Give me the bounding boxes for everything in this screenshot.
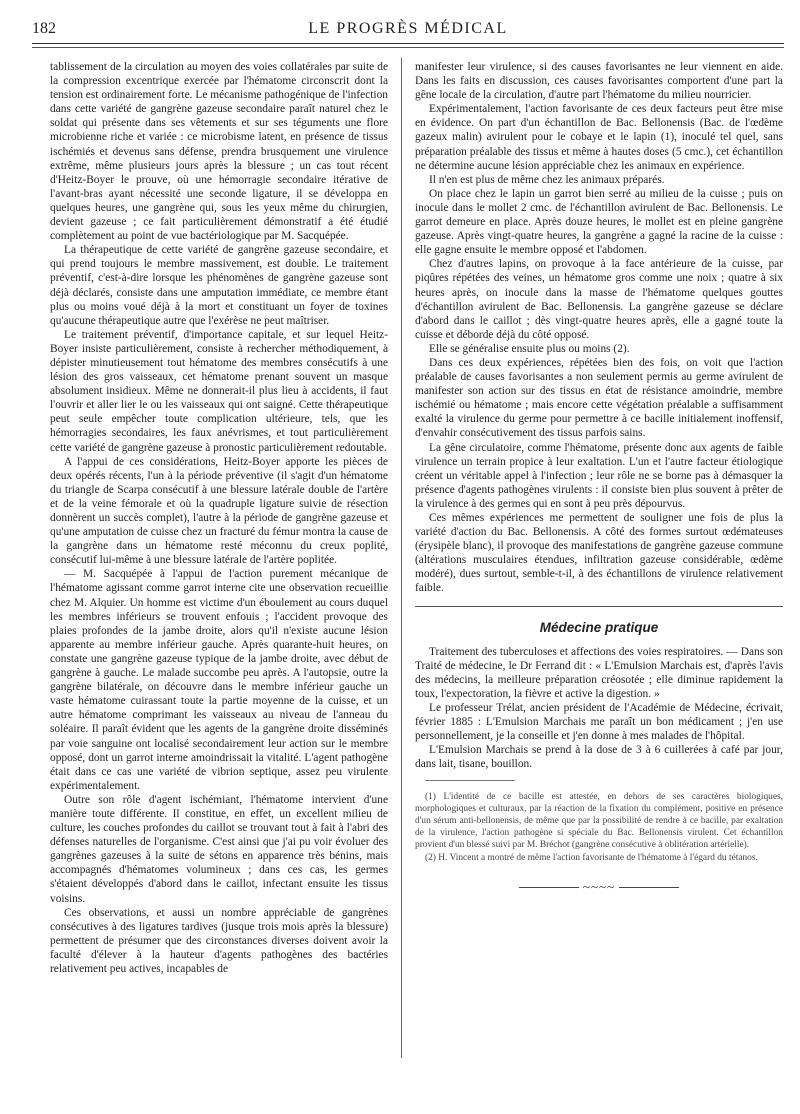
footnote: (2) H. Vincent a montré de même l'action favorisante de l'hématome à l'égard du tétanos. [425,852,758,863]
section-paragraph: Traitement des tuberculoses et affections des voies respiratoires. — Dans son Traité de médecine, le Dr Ferrand dit : « L'Emulsion Marchais est, d'après l'avis des médecins, la meilleure préparation créosotée ; elle diminue rapidement la toux, l'expectoration, la fièvre et active la digestion. » [415,645,783,700]
section-paragraph: L'Emulsion Marchais se prend à la dose de 3 à 6 cuillerées à café par jour, dans lait, tisane, bouillon. [415,744,783,771]
paragraph: — M. Sacquépée à l'appui de l'action purement mécanique de l'hématome agissant comme garrot interne cite une observation recueillie chez M. Alquier. Un homme est victime d'un éboulement au cours duquel les membres inférieurs se trouvent enfouis ; l'accident provoque des plaies profondes de la jambe droite, alors qu'il n'existe aucune lésion apparente au membre inférieur gauche. Après quarante-huit heures, on constate une gangrène gazeuse typique de la jambe droite, avec début de gangrène à gauche. Le malade succombe peu après. A l'autopsie, outre la gangrène bilatérale, on découvre dans le membre inférieur gauche un vaste hématome cuirassant toute la partie moyenne de la cuisse, et un autre hématome comprimant les vaisseaux au niveau de l'anneau du soléaire. Il paraît évident que les agents de la gangrène droite disséminés par voie sanguine ont localisé secondairement leur action sur le membre opposé, dont un garrot interne amoindrissait la vitalité. L'agent pathogène était dans ce cas une variété de vibrion septique, assez peu virulente expérimentalement. [50,568,388,792]
paragraph: Dans ces deux expériences, répétées bien des fois, on voit que l'action préalable de causes favorisantes a non seulement permis au germe avirulent de manifester son action sur des tissus en état de résistance amoindrie, membre ischémié ou hématome ; mais encore cette végétation préalable a suffisamment exalté la virulence du germe pour permettre à ce bacille initialement inoffensif, d'envahir consécutivement des tissus parfois sains. [415,356,783,440]
header-rule-thin [32,47,784,48]
page-number: 182 [32,20,56,37]
paragraph: La gêne circulatoire, comme l'hématome, présente donc aux agents de faible virulence un terrain propice à leur exaltation. L'un et l'autre facteur étiologique créent un véritable appel à l'infection ; leur rôle ne se borne pas à démasquer la présence d'agents pathogènes virulents : il consiste bien plus souvent à prêter de la virulence à des germes qui en sont à peu près dépourvus. [415,441,783,510]
paragraph: On place chez le lapin un garrot bien serré au milieu de la cuisse ; puis on inocule dans le mollet 2 cmc. de l'échantillon avirulent de Bac. Bellonensis. Le garrot demeure en place. Après douze heures, le mollet est en pleine gangrène gazeuse. Après vingt-quatre heures, la gangrène a gagné la racine de la cuisse : elle gagne ensuite le membre opposé et l'abdomen. [415,187,783,257]
paragraph: Chez d'autres lapins, on provoque à la face antérieure de la cuisse, par piqûres répétées des veines, un hématome gros comme une noix ; quatre à six heures après, on inocule dans la masse de l'hématome quelques gouttes d'échantillon avirulent de Bac. Bellonensis. La gangrène gazeuse se déclare d'abord dans le caillot ; dès vingt-quatre heures après, elle a gagné toute la cuisse et déborde déjà du côté opposé. [415,258,783,341]
end-ornament-glyph: ~~~~ [582,878,616,894]
column-divider [401,58,402,1058]
section-rule [415,606,783,607]
paragraph: tablissement de la circulation au moyen des voies collatérales par suite de la compression excentrique exercée par l'hématome circonscrit dont la tension est ordinairement forte. Le mécanisme pathogénique de l'infection dans cette variété de gangrène gazeuse secondaire paraît naturel chez le soldat qui présente dans ses vêtements et sur ses téguments une flore microbienne riche et variée : ce microbisme latent, en présence de tissus ischémiés et devenus sans défense, prendra brusquement une virulence extrême, même plusieurs jours après la blessure ; un cas tout récent d'Heitz-Boyer le prouve, où une hémorragie secondaire itérative de l'avant-bras ayant nécessité une seconde ligature, il se développa en quelques heures, une gangrène qui, sous les yeux même du chirurgien, devient gazeuse ; ce fait particulièrement démonstratif a été étudié complètement au point de vue bactériologique par M. Sacquépée. [50,61,388,243]
footnotes [415,791,783,864]
left-column [50,60,388,976]
right-column [415,60,783,894]
paragraph: Expérimentalement, l'action favorisante de ces deux facteurs peut être mise en évidence. On part d'un échantillon de Bac. Bellonensis (Bac. de l'œdème gazeux malin) avirulent pour le cobaye et le lapin (1), inoculé tel quel, sans préparation préalable des tissus et même à hautes doses (5 cmc.), cet échantillon ne détermine aucune lésion appréciable chez les animaux en expérience. [415,103,783,172]
end-ornament [415,880,783,894]
paragraph: Outre son rôle d'agent ischémiant, l'hématome intervient d'une manière toute différente. Il constitue, en effet, un excellent milieu de culture, les couches profondes du caillot se trouvant tout à fait à l'abri des défenses naturelles de l'organisme. C'est ainsi que j'ai pu voir évoluer des gangrènes gazeuses à la suite de sétons en apparence très bénins, mais accompagnés d'hématomes volumineux ; dans ces cas, les germes s'étaient développés d'abord dans le caillot, infectant ensuite les tissus voisins. [50,793,388,905]
paragraph: manifester leur virulence, si des causes favorisantes ne leur viennent en aide. Dans les faits en discussion, ces causes favorisantes comportent d'une part la gêne locale de la circulation, d'autre part l'hématome du milieu nourricier. [415,61,783,102]
section-heading: Médecine pratique [539,619,659,635]
paragraph: Le traitement préventif, d'importance capitale, et sur lequel Heitz-Boyer insiste particulièrement, consiste à rechercher méthodiquement, à dépister minutieusement tout hématome des membres consécutifs à une lésion des gros vaisseaux, cet hématome prenant souvent un masque absolument insidieux. Même ne donnerait-il plus lieu à accidents, il faut l'ouvrir et aller lier le ou les vaisseaux qui ont saigné. Cette thérapeutique peut seule empêcher toute complication ultérieure, tels, que les hémorragies secondaires, les faux anévrismes, et tout particulièrement cette variété de gangrène gazeuse à pronostic particulièrement redoutable. [50,328,388,454]
footnote-rule [425,780,515,781]
paragraph: A l'appui de ces considérations, Heitz-Boyer apporte les pièces de deux opérés récents, l'un à la période préventive (il s'agit d'un hématome du triangle de Scarpa consécutif à une blessure latérale double de l'artère et de la veine fémorale et où la quadruple ligature suivie de résection donnèrent un succès complet), l'autre à la période de gangrène gazeuse et qu'une amputation de cuisse chez un fracturé du fémur montra la cause de la gangrène dans un hématome resté méconnu du creux poplité, consécutif lui-même à une blessure latérale de l'artère poplitée. [50,455,388,567]
paragraph: Ces mêmes expériences me permettent de souligner une fois de plus la variété d'action du Bac. Bellonensis. A côté des formes surtout œdémateuses (érysipèle blanc), il provoque des manifestations de gangrène gazeuse commune (altérations musculaires étendues, infiltration gazeuse considérable, œdème modéré), dues surtout, semble-t-il, à des échantillons de virulence relativement faible. [415,512,783,595]
running-title: LE PROGRÈS MÉDICAL [308,20,508,37]
page-header [32,18,784,48]
paragraph: Ces observations, et aussi un nombre appréciable de gangrènes consécutives à des ligatures tardives (jusque trois mois après la blessure) permettent de présumer que des circonstances diverses doivent avoir la faculté d'élever à la hauteur d'agents pathogènes des bactéries relativement peu actives, incapables de [50,906,388,975]
header-rule-thick [32,43,784,44]
footnote: (1) L'identité de ce bacille est attestée, en dehors de ses caractères biologiques, morphologiques et culturaux, par la réaction de la fixation du complément, positive en présence d'un sérum anti-bellonensis, de même que par la possibilité de rendre à ce bacille, par exaltation de la virulence, l'action pathogène si spéciale du Bac. Bellonensis virulent. Cet échantillon provient d'un blessé suivi par M. Bréchot (gangrène consécutive à oblitération artérielle). [415,791,783,851]
section-paragraph: Le professeur Trélat, ancien président de l'Académie de Médecine, écrivait, février 1885 : L'Emulsion Marchais me paraît un bon médicament ; j'en use personnellement, je la conseille et j'en donne à mes malades de l'hôpital. [415,702,783,743]
paragraph: Elle se généralise ensuite plus ou moins (2). [429,342,630,355]
paragraph: La thérapeutique de cette variété de gangrène gazeuse secondaire, et qui prend toujours le membre massivement, est double. Le traitement préventif, c'est-à-dire lorsque les phénomènes de gangrène gazeuse sont déjà déclarés, consiste dans une amputation immédiate, ce membre étant plus ou moins voué déjà à la mort et constituant un foyer de toxines qu'aucune thérapeutique autre que l'exérèse ne peut maîtriser. [50,244,388,327]
paragraph: Il n'en est plus de même chez les animaux préparés. [429,173,665,186]
